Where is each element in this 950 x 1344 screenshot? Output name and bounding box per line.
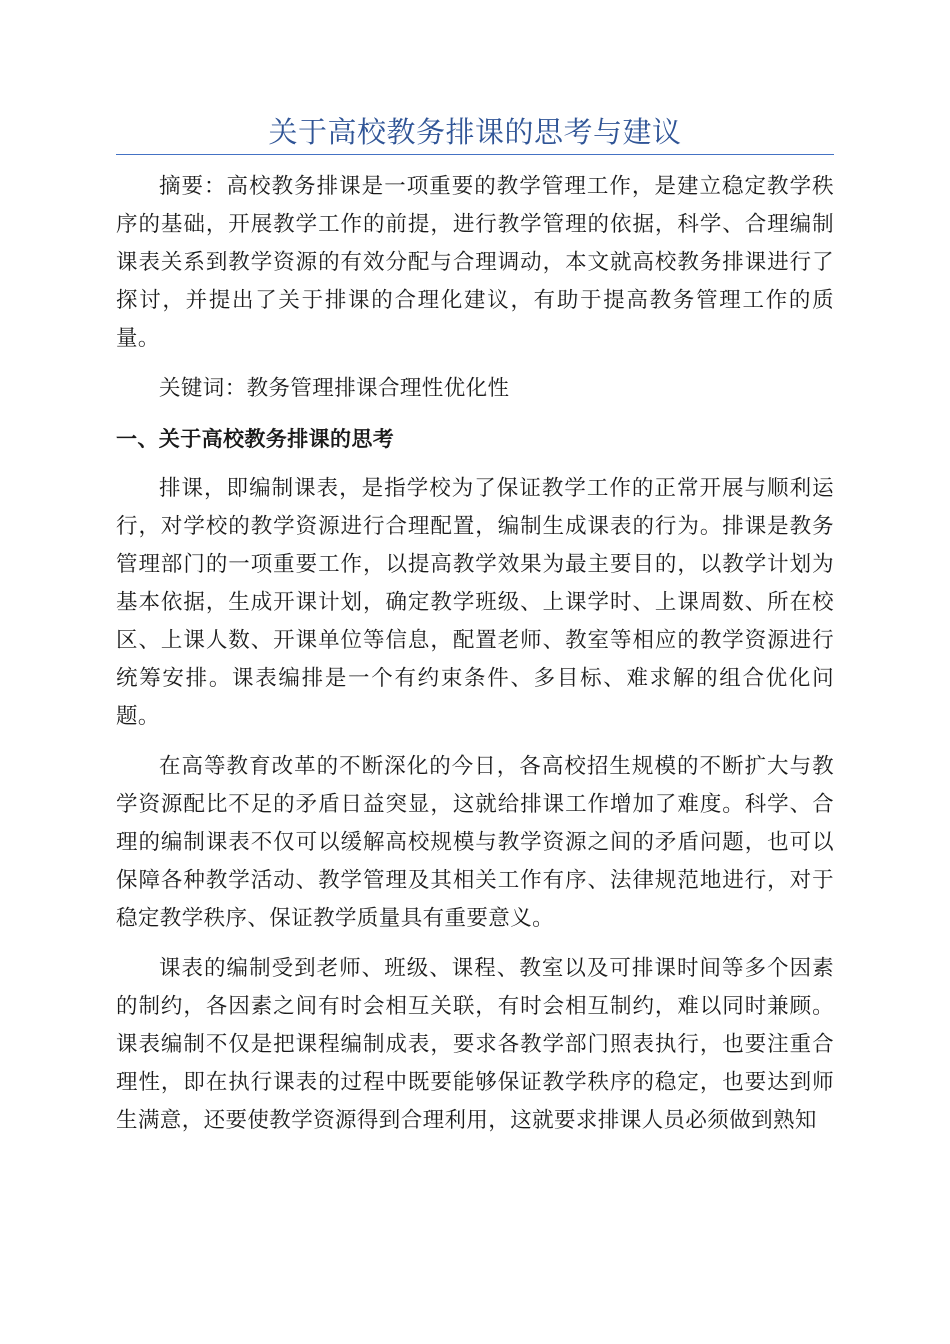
- body-paragraph: 排课，即编制课表，是指学校为了保证教学工作的正常开展与顺利运行，对学校的教学资源进行合理配置，编制生成课表的行为。排课是教务管理部门的一项重要工作，以提高教学效果为最主要目的，以教学计划为基本依据，生成开课计划，确定教学班级、上课学时、上课周数、所在校区、上课人数、开课单位等信息，配置老师、教室等相应的教学资源进行统筹安排。课表编排是一个有约束条件、多目标、难求解的组合优化问题。: [116, 476, 834, 729]
- document-body: [116, 168, 834, 1140]
- keywords-line: 关键词：教务管理排课合理性优化性: [159, 376, 510, 401]
- body-paragraph: 课表的编制受到老师、班级、课程、教室以及可排课时间等多个因素的制约，各因素之间有时会相互关联，有时会相互制约，难以同时兼顾。课表编制不仅是把课程编制成表，要求各教学部门照表执行，也要注重合理性，即在执行课表的过程中既要能够保证教学秩序的稳定，也要达到师生满意，还要使教学资源得到合理利用，这就要求排课人员必须做到熟知: [116, 956, 834, 1133]
- document-title: 关于高校教务排课的思考与建议: [268, 115, 682, 149]
- title-underline: [116, 154, 834, 155]
- body-paragraph: 在高等教育改革的不断深化的今日，各高校招生规模的不断扩大与教学资源配比不足的矛盾日益突显，这就给排课工作增加了难度。科学、合理的编制课表不仅可以缓解高校规模与教学资源之间的矛盾问题，也可以保障各种教学活动、教学管理及其相关工作有序、法律规范地进行，对于稳定教学秩序、保证教学质量具有重要意义。: [116, 754, 834, 931]
- section-heading: 一、关于高校教务排课的思考: [116, 427, 395, 451]
- abstract-paragraph: 摘要：高校教务排课是一项重要的教学管理工作，是建立稳定教学秩序的基础，开展教学工作的前提，进行教学管理的依据，科学、合理编制课表关系到教学资源的有效分配与合理调动，本文就高校教务排课进行了探讨，并提出了关于排课的合理化建议，有助于提高教务管理工作的质量。: [116, 174, 834, 351]
